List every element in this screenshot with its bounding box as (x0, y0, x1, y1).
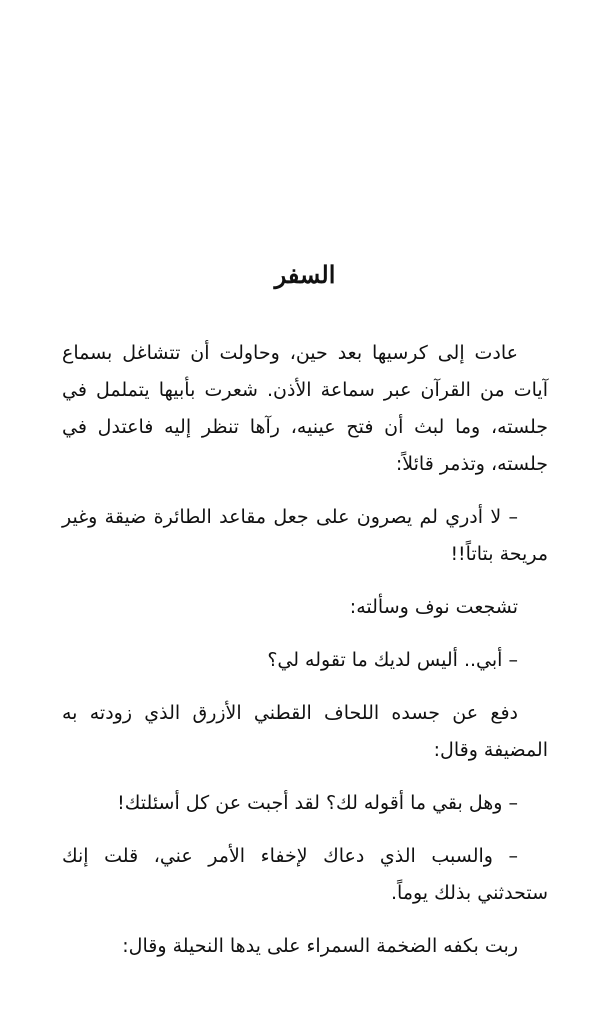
paragraph-narration-1: عادت إلى كرسيها بعد حين، وحاولت أن تتشاغل بسماع آيات من القرآن عبر سماعة الأذن. شعرت بأبيها يتململ في جلسته، وما لبث أن فتح عينيه، رآها تنظر إليه فاعتدل في جلسته، وتذمر قائلاً: (62, 342, 548, 475)
paragraph-narration-4: ربت بكفه الضخمة السمراء على يدها النحيلة وقال: (122, 935, 518, 957)
paragraph-narration-3: دفع عن جسده اللحاف القطني الأزرق الذي زودته به المضيفة وقال: (62, 702, 548, 761)
chapter-title: السفر (274, 260, 336, 289)
chapter-body (62, 335, 548, 981)
paragraph-dialogue-3: – وهل بقي ما أقوله لك؟ لقد أجبت عن كل أسئلتك! (117, 792, 518, 814)
paragraph-narration-2: تشجعت نوف وسألته: (349, 596, 518, 618)
paragraph-dialogue-1: – لا أدري لم يصرون على جعل مقاعد الطائرة ضيقة وغير مريحة بتاتاً!! (62, 506, 548, 565)
paragraph-dialogue-4: – والسبب الذي دعاك لإخفاء الأمر عني، قلت إنك ستحدثني بذلك يوماً. (62, 845, 548, 904)
paragraph-dialogue-2: – أبي.. أليس لديك ما تقوله لي؟ (267, 649, 518, 671)
